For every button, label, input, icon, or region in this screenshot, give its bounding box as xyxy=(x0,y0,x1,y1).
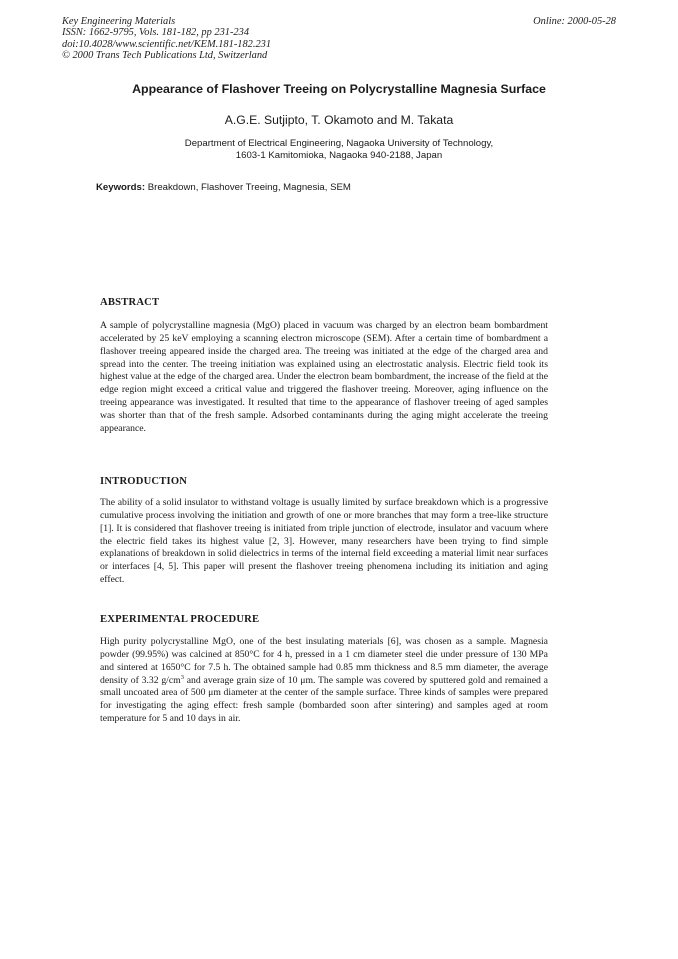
keywords xyxy=(96,182,351,193)
experimental-text-part-2: and average grain size of 10 μm. The sample was covered by sputtered gold and remained a small uncoated area of 500 μm diameter at the center of the sample surface. Three kinds of samples were prepared for investigating the aging effect: fresh sample (bombarded soon after sintering) and samples aged at room temperature for 5 and 10 days in air. xyxy=(100,674,548,725)
online-date: Online: 2000-05-28 xyxy=(533,16,616,27)
experimental-text xyxy=(100,636,548,726)
affiliation-line-2: 1603-1 Kamitomioka, Nagaoka 940-2188, Japan xyxy=(235,150,443,162)
abstract-heading: ABSTRACT xyxy=(100,297,160,308)
issn-line: ISSN: 1662-9795, Vols. 181-182, pp 231-234 xyxy=(62,27,250,39)
keywords-label: Keywords: xyxy=(96,182,146,193)
introduction-heading: INTRODUCTION xyxy=(100,476,188,487)
introduction-text: The ability of a solid insulator to withstand voltage is usually limited by surface breakdown which is a progressive cumulative process involving the initiation and growth of one or more branches that may form a tree-like structure [1]. It is considered that flashover treeing is initiated from triple junction of electrode, insulator and vacuum where the electric field takes its highest value [2, 3]. However, many researchers have been trying to find simple explanations of breakdown in solid dielectrics in terms of the internal field exceeding a material limit near surfaces or interfaces [4, 5]. This paper will present the flashover treeing phenomena including its initiation and aging effect. xyxy=(100,497,548,586)
cubic-superscript: 3 xyxy=(180,673,184,681)
affiliation xyxy=(0,138,678,162)
affiliation-line-1: Department of Electrical Engineering, Nagaoka University of Technology, xyxy=(184,138,494,149)
paper-authors: A.G.E. Sutjipto, T. Okamoto and M. Takata xyxy=(224,113,454,127)
experimental-text-part-1: High purity polycrystalline MgO, one of the best insulating materials [6], was chosen as a sample. Magnesia powder (99.95%) was calcined at 850°C for 4 h, pressed in a 1 cm diameter steel die under pressure of 130 MPa and sintered at 1650°C for 7.5 h. The obtained sample had 0.85 mm thickness and 8.5 mm diameter, the average density of 3.32 g/cm xyxy=(100,636,548,686)
paper-title: Appearance of Flashover Treeing on Polycrystalline Magnesia Surface xyxy=(132,82,546,96)
experimental-heading: EXPERIMENTAL PROCEDURE xyxy=(100,614,260,625)
doi-line: doi:10.4028/www.scientific.net/KEM.181-182.231 xyxy=(62,38,272,50)
journal-name: Key Engineering Materials xyxy=(62,16,176,27)
journal-header xyxy=(62,16,271,62)
copyright-line: © 2000 Trans Tech Publications Ltd, Switzerland xyxy=(62,50,268,62)
keywords-value: Breakdown, Flashover Treeing, Magnesia, SEM xyxy=(147,182,351,193)
abstract-text: A sample of polycrystalline magnesia (MgO) placed in vacuum was charged by an electron beam bombardment accelerated by 25 keV employing a scanning electron microscope (SEM). After a certain time of bombardment a flashover treeing appeared inside the charged area. The treeing was initiated at the edge of the charged area and spread into the center. The treeing initiation was explained using an electrostatic analysis. Electric field took its highest value at the edge of the charged area. Under the electron beam bombardment, the increase of the field at the edge region might exceed a critical value and triggered the flashover treeing. Moreover, aging influence on the treeing appearance was investigated. It resulted that time to the appearance of flashover treeing of aged samples was shorter than that of the fresh sample. Adsorbed contaminants during the aging might accelerate the treeing appearance. xyxy=(100,320,548,434)
